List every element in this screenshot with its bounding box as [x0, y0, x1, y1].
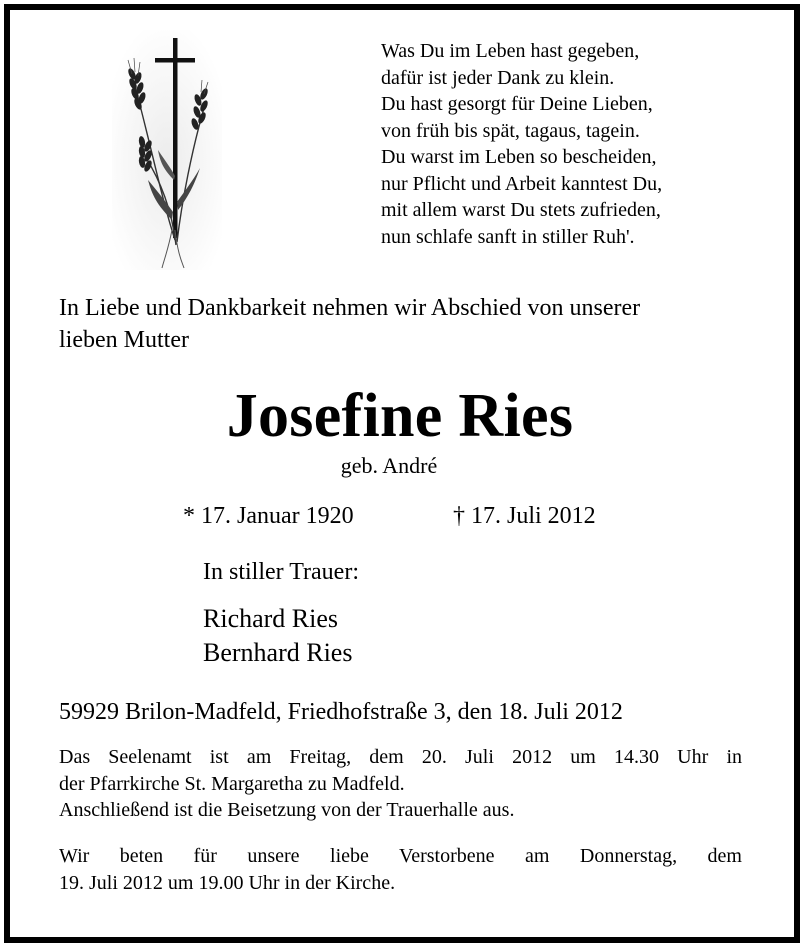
prayer-line: Wir beten für unsere liebe Verstorbene am Donnerstag, dem	[59, 845, 742, 867]
poem-line: Du hast gesorgt für Deine Lieben,	[381, 93, 653, 115]
mourners-list	[203, 602, 352, 670]
cross-with-wheat-icon	[112, 30, 222, 270]
mourner-name: Bernhard Ries	[203, 638, 353, 667]
poem-line: mit allem warst Du stets zufrieden,	[381, 199, 661, 221]
deceased-name: Josefine Ries	[226, 382, 574, 450]
address-line: 59929 Brilon-Madfeld, Friedhofstraße 3, den 18. Juli 2012	[59, 699, 623, 725]
intro-text	[59, 292, 749, 356]
death-date: † 17. Juli 2012	[453, 503, 596, 529]
poem	[381, 38, 662, 250]
service-info	[59, 744, 742, 824]
prayer-line: 19. Juli 2012 um 19.00 Uhr in der Kirche.	[59, 871, 396, 894]
intro-line: lieben Mutter	[59, 327, 189, 353]
poem-line: Du warst im Leben so bescheiden,	[381, 146, 657, 168]
poem-line: nur Pflicht und Arbeit kanntest Du,	[381, 172, 663, 195]
mourning-label: In stiller Trauer:	[203, 559, 359, 585]
service-line: Anschließend ist die Beisetzung von der Trauerhalle aus.	[59, 799, 515, 821]
maiden-name: geb. André	[340, 453, 438, 478]
service-line: Das Seelenamt ist am Freitag, dem 20. Juli 2012 um 14.30 Uhr in	[59, 746, 742, 768]
birth-date: * 17. Januar 1920	[183, 503, 354, 529]
intro-line: In Liebe und Dankbarkeit nehmen wir Abschied von unserer	[59, 295, 641, 321]
service-line: der Pfarrkirche St. Margaretha zu Madfeld.	[59, 772, 405, 795]
poem-line: dafür ist jeder Dank zu klein.	[381, 66, 615, 89]
poem-line: Was Du im Leben hast gegeben,	[381, 40, 640, 62]
poem-line: von früh bis spät, tagaus, tagein.	[381, 119, 640, 142]
prayer-info	[59, 843, 742, 896]
maiden-name-row	[0, 451, 800, 481]
poem-line: nun schlafe sanft in stiller Ruh'.	[381, 225, 635, 248]
mourner-name: Richard Ries	[203, 604, 339, 633]
